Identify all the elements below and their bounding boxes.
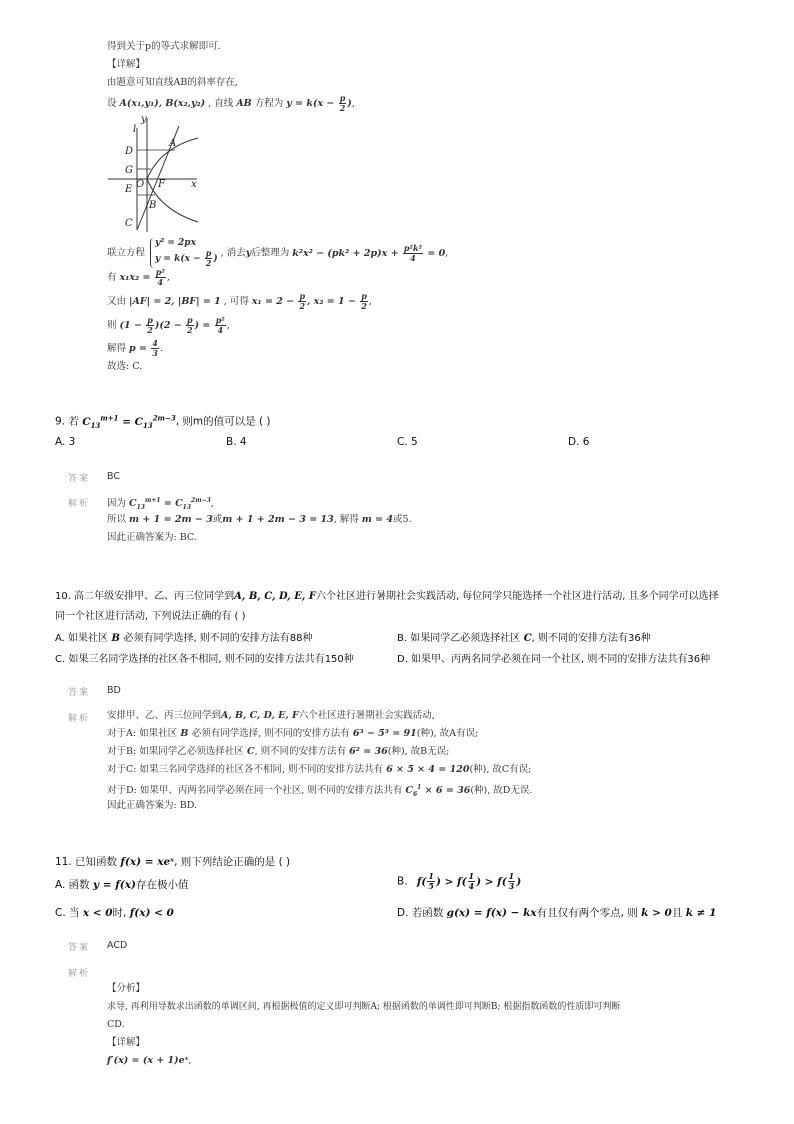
math-expr: 6² = 36 (349, 746, 388, 757)
label-g: G (125, 165, 133, 176)
q10-option-d[interactable]: D. 如果甲、丙两名同学必须在同一个社区, 则不同的安排方法共有36种 (397, 654, 711, 665)
math-expr: (1 − $\frac{p}{2}$ )(2 − $\frac{p}{2}$ ) = $\frac{\text{p²}}{4}$ (119, 315, 225, 335)
q8-set-text-3: 方程为 (254, 98, 284, 109)
q11-opt-c-text-2: 时, (112, 907, 127, 919)
math-expr: f( $\frac{1}{5}$ ) > f( $\frac{1}{4}$ ) > f( $\frac{1}{3}$ ) (416, 871, 522, 891)
label-a: A (169, 138, 177, 149)
q9-exp-line-1: 因为 $C_{13}^{m+1} = C_{13}^{2m-3}$, (107, 497, 214, 512)
label-e: E (125, 184, 133, 195)
q10-exp2-text-1: 对于A: 如果社区 (107, 728, 178, 739)
math-expr: m = 4 (361, 514, 394, 525)
q9-exp2-text-2: 或 (212, 514, 223, 525)
label-x: x (191, 179, 197, 190)
math-expr: A(x₁,y₁), B(x₂,y₂) (119, 98, 206, 109)
q9-stem (55, 413, 270, 430)
q10-option-a[interactable] (55, 629, 313, 644)
q11-option-d[interactable] (397, 905, 716, 920)
q8-set-line: 设 A(x₁,y₁), B(x₂,y₂) , 直线 AB 方程为 y = k(x − $\frac{p}{2}$ ), (107, 93, 355, 113)
q9-option-c[interactable]: C. 5 (397, 436, 418, 448)
q11-opt-a-text-1: A. 函数 (55, 879, 90, 891)
q10-answer-value: BD (107, 685, 121, 696)
q8-join-text-1: 联立方程 (107, 247, 146, 259)
q11-option-b[interactable] (397, 872, 521, 891)
q10-stem-line-2: 同一个社区进行活动, 下列说法正确的有 ( ) (55, 611, 246, 622)
math-expr: A, B, C, D, E, F (234, 591, 316, 602)
q9-option-d[interactable]: D. 6 (568, 436, 590, 448)
q9-exp2-text-1: 所以 (107, 514, 127, 525)
math-expr: y = f(x) (93, 879, 136, 891)
label-b: B (149, 200, 157, 211)
math-expr: B (177, 728, 192, 739)
q8-then-text: 则 (107, 320, 117, 331)
q10-exp4-text-1: 对于C: 如果三名同学选择的社区各不相同, 则不同的安排方法共有 (107, 764, 384, 775)
q11-derivative-line: f′(x) = (x + 1)eˣ, (107, 1055, 192, 1066)
q11-stem (55, 854, 290, 869)
q10-analysis-label: 解析 (68, 714, 91, 724)
math-expr: p = $\frac{4}{3}$ (129, 338, 158, 358)
q9-exp2-text-4: 或5. (393, 514, 412, 525)
q11-analysis-line-2: CD. (107, 1019, 125, 1030)
math-expr: x₁ = 2 − $\frac{p}{2}$ , x₂ = 1 − $\frac{p}{2}$ (251, 291, 367, 311)
q8-solve-line: 解得 p = $\frac{4}{3}$ . (107, 338, 163, 358)
q10-exp-line-1 (107, 709, 435, 723)
q10-opt-b-text-2: , 则不同的安排方法有36种 (531, 633, 651, 644)
q10-exp2-text-2: 必须有同学选择, 则不同的安排方法有 (191, 728, 350, 739)
q10-exp3-text-2: , 则不同的安排方法有 (254, 746, 347, 757)
q10-exp-line-6: 因此正确答案为: BD. (107, 800, 197, 811)
q9-exp1-text: 因为 (107, 498, 127, 510)
q11-answer-value: ACD (107, 940, 128, 951)
math-expr: C (520, 633, 532, 644)
q10-exp5-text-1: 对于D: 如果甲、丙两名同学必须在同一个社区, 则不同的安排方法共有 (107, 785, 403, 797)
q8-choose-line: 故选: C. (107, 361, 143, 372)
q10-stem-text-1: 10. 高二年级安排甲、乙、丙三位同学到 (55, 591, 235, 602)
q9-analysis-label: 解析 (68, 499, 91, 509)
label-d: D (125, 146, 134, 157)
label-o: O (136, 179, 145, 190)
q11-analysis-header: 【分析】 (107, 983, 146, 994)
q8-slope-line: 由题意可知直线AB的斜率存在, (107, 77, 238, 88)
q8-have-line: 有 x₁x₂ = $\frac{\text{p²}}{4}$ , (107, 267, 170, 287)
q11-option-c[interactable] (55, 905, 174, 920)
math-expr: k ≠ 1 (685, 907, 717, 919)
q8-know-text-1: 又由 (107, 296, 127, 307)
q8-intro-line: 得到关于p的等式求解即可. (107, 41, 221, 52)
q10-opt-b-text-1: B. 如果同学乙必须选择社区 (397, 633, 521, 644)
q9-stem-text-2: , 则m的值可以是 ( ) (175, 415, 271, 428)
q11-option-a[interactable] (55, 877, 188, 892)
q10-answer-label: 答案 (68, 688, 91, 698)
label-c: C (125, 218, 133, 229)
math-expr: C (243, 746, 255, 757)
math-expr: x₁x₂ = $\frac{\text{p²}}{4}$ (119, 267, 165, 287)
q10-opt-a-text-2: 必须有同学选择, 则不同的安排方法有88种 (123, 633, 313, 644)
q10-exp-line-2 (107, 727, 478, 741)
q10-stem-line-1 (55, 587, 719, 602)
q11-answer-label: 答案 (68, 943, 91, 953)
q10-exp1-text-1: 安排甲、乙、丙三位同学到 (107, 710, 222, 721)
q8-know-line: 又由 |AF| = 2, |BF| = 1 , 可得 x₁ = 2 − $\frac{p}{2}$ , x₂ = 1 − $\frac{p}{2}$ , (107, 291, 372, 311)
math-expr: f′(x) = (x + 1)eˣ (107, 1055, 189, 1066)
q8-set-text-2: , 直线 (208, 98, 234, 109)
q11-detail-header: 【详解】 (107, 1037, 146, 1048)
q8-join-line: 联立方程 y² = 2px y = k(x − $\frac{p}{2}$ ) , 消去y后整理为 k²x² − (pk² + 2p)x + $\frac{\text{p²k²}}{4}$ = 0, (107, 238, 449, 268)
q11-opt-a-text-2: 存在极小值 (135, 879, 189, 891)
math-expr: m + 1 = 2m − 3 (129, 514, 213, 525)
q8-detail-header: 【详解】 (107, 59, 146, 70)
math-expr: $C_{13}^{m+1} = C_{13}^{2m-3}$ (129, 497, 211, 512)
q10-opt-a-text-1: A. 如果社区 (55, 633, 109, 644)
q11-opt-d-text-1: D. 若函数 (397, 907, 444, 919)
q11-stem-text-1: 11. 已知函数 (55, 856, 118, 868)
q8-set-text-1: 设 (107, 98, 117, 109)
q8-solve-text: 解得 (107, 343, 127, 354)
q8-join-text-2: , 消去 (220, 247, 246, 259)
label-l: l (133, 124, 137, 135)
q9-exp-line-3: 因此正确答案为: BC. (107, 532, 197, 543)
q11-stem-text-2: , 则下列结论正确的是 ( ) (174, 856, 291, 868)
q8-join-text-3: 后整理为 (251, 247, 290, 259)
label-f: F (158, 179, 165, 190)
q8-then-line: 则 (1 − $\frac{p}{2}$ )(2 − $\frac{p}{2}$ ) = $\frac{\text{p²}}{4}$ , (107, 315, 230, 335)
math-expr: k²x² − (pk² + 2p)x + $\frac{\text{p²k²}}{4}$ = 0 (292, 242, 446, 263)
math-expr: y (245, 247, 252, 259)
equation-system: y² = 2px y = k(x − $\frac{p}{2}$ ) (150, 238, 218, 268)
math-expr: f(x) = xeˣ (120, 856, 175, 868)
math-expr: |AF| = 2, |BF| = 1 (129, 296, 221, 307)
q11-analysis-line-1: 求导, 再利用导数求出函数的单调区间, 再根据极值的定义即可判断A; 根据函数的单调性即可判断B; 根据指数函数的性质即可判断 (107, 1002, 621, 1012)
q11-opt-d-text-2: 有且仅有两个零点, 则 (536, 907, 638, 919)
q9-exp2-text-3: , 解得 (333, 514, 359, 525)
q8-have-text: 有 (107, 272, 117, 283)
q10-exp2-text-3: (种), 故A有误; (416, 728, 479, 739)
q9-option-b[interactable]: B. 4 (226, 436, 247, 448)
math-expr: B (108, 633, 124, 644)
q10-exp3-text-1: 对于B: 如果同学乙必须选择社区 (107, 746, 244, 757)
q10-exp1-text-2: 六个社区进行暑期社会实践活动, (298, 710, 435, 721)
q9-exp-line-2 (107, 513, 412, 527)
q11-opt-b-text: B. (397, 875, 408, 888)
math-expr: y = k(x − $\frac{p}{2}$ ) (286, 93, 352, 113)
q9-answer-value: BC (107, 471, 120, 482)
parabola-line-figure (105, 112, 205, 234)
q10-stem-text-2: 六个社区进行暑期社会实践活动, 每位同学只能选择一个社区进行活动, 且多个同学可以选择 (315, 591, 719, 602)
q9-option-a[interactable]: A. 3 (55, 436, 76, 448)
q11-opt-c-text-1: C. 当 (55, 907, 80, 919)
math-expr: $C_{13}^{m+1} = C_{13}^{2m-3}$ (82, 413, 176, 430)
math-expr: 6³ − 5³ = 91 (352, 728, 417, 739)
math-expr: g(x) = f(x) − kx (446, 907, 537, 919)
q10-exp3-text-3: (种), 故B无误; (387, 746, 450, 757)
math-expr: m + 1 + 2m − 3 = 13 (222, 514, 334, 525)
q9-stem-text-1: 9. 若 (55, 415, 79, 428)
q10-exp-line-4 (107, 763, 531, 777)
q11-analysis-label: 解析 (68, 969, 91, 979)
q10-exp-line-3 (107, 745, 449, 759)
q10-exp5-text-2: (种), 故D无误. (470, 785, 533, 797)
math-expr: 6 × 5 × 4 = 120 (386, 764, 470, 775)
math-expr: x < 0 (82, 907, 113, 919)
math-expr: A, B, C, D, E, F (221, 710, 299, 721)
math-expr: f(x) < 0 (129, 907, 174, 919)
math-expr: AB (236, 98, 252, 109)
q9-answer-label: 答案 (68, 474, 91, 484)
q10-option-b[interactable] (397, 629, 651, 644)
q10-option-c[interactable]: C. 如果三名同学选择的社区各不相同, 则不同的安排方法共有150种 (55, 654, 354, 665)
q11-opt-d-text-3: 且 (671, 907, 683, 919)
label-y: y (141, 114, 147, 125)
math-expr: $C_6^1 \times 6 = 36$ (405, 784, 471, 799)
math-expr: k > 0 (641, 907, 672, 919)
q8-know-text-2: , 可得 (223, 296, 249, 307)
q10-exp4-text-2: (种), 故C有误; (469, 764, 532, 775)
